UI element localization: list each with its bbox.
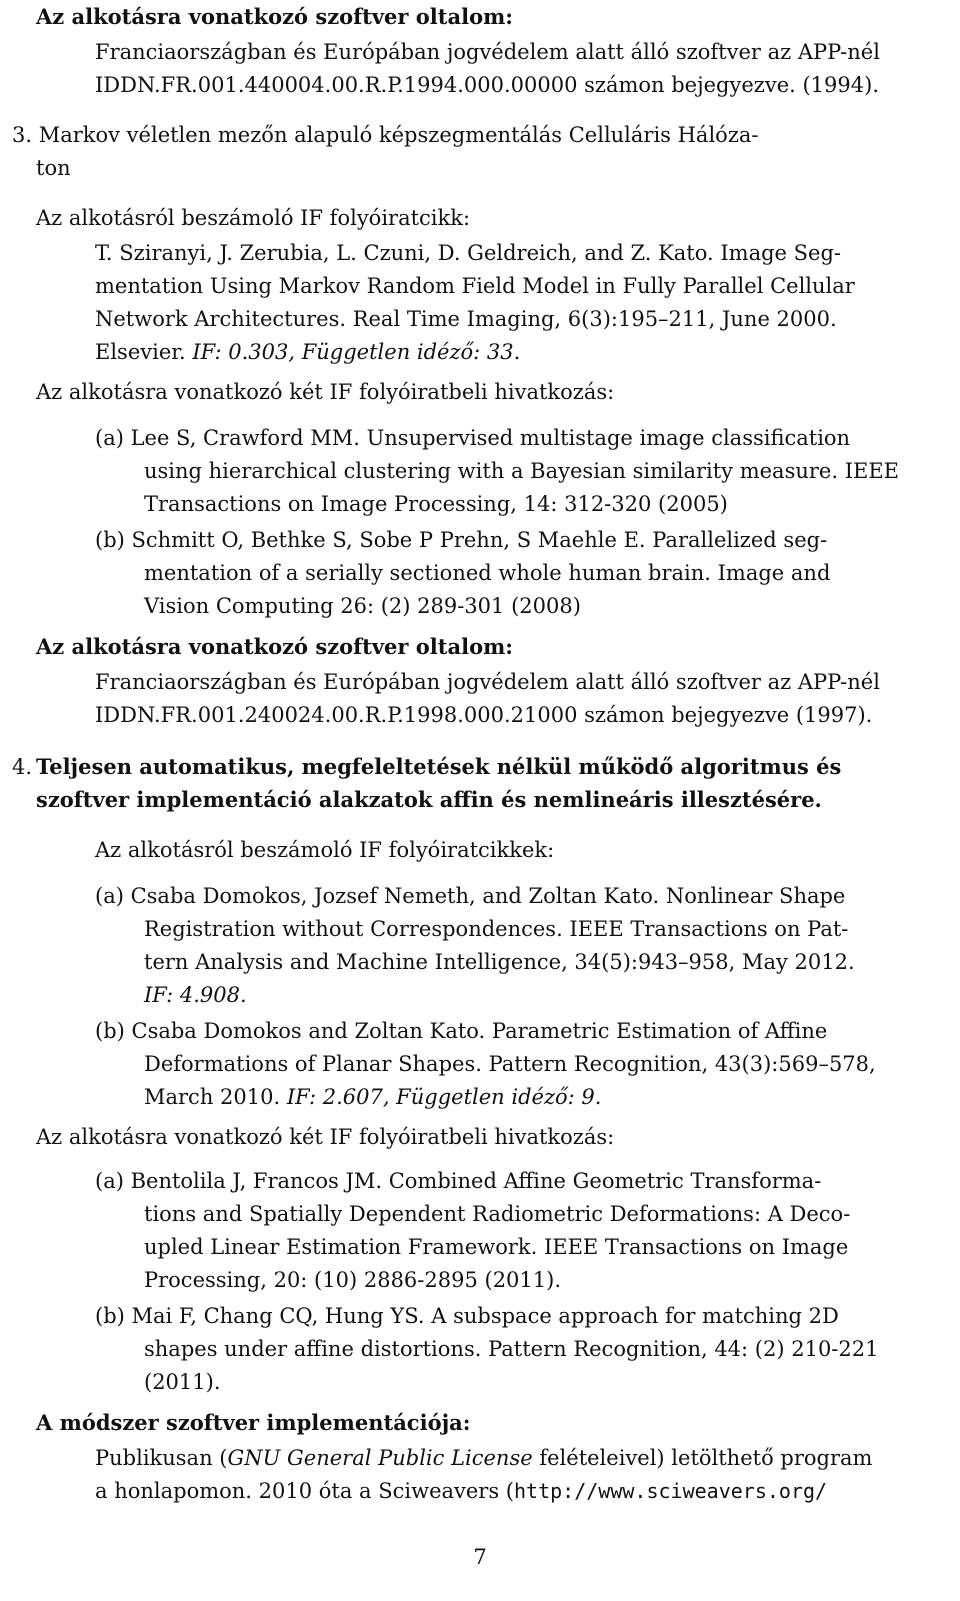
reference-1b-line-2: mentation of a serially sectioned whole human brain. Image and (144, 561, 831, 585)
item-3-title-line-1: 3. Markov véletlen mezőn alapuló képszegmentálás Celluláris Hálóza- (12, 123, 759, 147)
item-3-title-line-2: ton (36, 156, 71, 180)
reference-2a-line-3: upled Linear Estimation Framework. IEEE Transactions on Image (144, 1235, 849, 1259)
reference-2a-line-2: tions and Spatially Dependent Radiometric Deformations: A Deco- (144, 1202, 851, 1226)
reference-1b-line-1: (b) Schmitt O, Bethke S, Sobe P Prehn, S Maehle E. Parallelized seg- (95, 528, 828, 552)
reference-2a-line-1: (a) Bentolila J, Francos JM. Combined Affine Geometric Transforma- (95, 1169, 822, 1193)
software-protection-1-line-2: IDDN.FR.001.440004.00.R.P.1994.000.00000 számon bejegyezve. (1994). (95, 73, 879, 97)
article-1-line-1: T. Sziranyi, J. Zerubia, L. Czuni, D. Geldreich, and Z. Kato. Image Seg- (95, 241, 842, 265)
article-2a-impact: IF: 4.908. (144, 983, 247, 1007)
implementation-line-2 (95, 1476, 827, 1506)
article-2b-date: March 2010. (144, 1085, 281, 1109)
reference-1a-line-2: using hierarchical clustering with a Bayesian similarity measure. IEEE (144, 459, 899, 483)
heading-software-protection-2: Az alkotásra vonatkozó szoftver oltalom: (36, 634, 514, 659)
reference-1a-line-3: Transactions on Image Processing, 14: 312-320 (2005) (144, 492, 728, 516)
software-protection-2-line-2: IDDN.FR.001.240024.00.R.P.1998.000.21000 számon bejegyezve (1997). (95, 703, 873, 727)
gpl-license: GNU General Public License (227, 1446, 533, 1470)
implementation-text-3: a honlapomon. 2010 óta a Sciweavers ( (95, 1479, 514, 1503)
heading-software-implementation: A módszer szoftver implementációja: (36, 1410, 471, 1435)
heading-software-protection-1: Az alkotásra vonatkozó szoftver oltalom: (36, 4, 514, 29)
article-1-line-3: Network Architectures. Real Time Imaging, 6(3):195–211, June 2000. (95, 307, 837, 331)
article-2b-impact: IF: 2.607, Független idéző: 9. (286, 1085, 602, 1109)
heading-if-article: Az alkotásról beszámoló IF folyóiratcikk: (36, 206, 471, 230)
article-2a-line-2: Registration without Correspondences. IEEE Transactions on Pat- (144, 917, 849, 941)
sciweavers-link[interactable]: http://www.sciweavers.org/ (514, 1479, 828, 1503)
heading-if-references-1: Az alkotásra vonatkozó két IF folyóiratbeli hivatkozás: (36, 380, 615, 404)
article-2b-line-3 (144, 1082, 601, 1112)
implementation-text-1: Publikusan ( (95, 1446, 228, 1470)
software-protection-1-line-1: Franciaországban és Európában jogvédelem alatt álló szoftver az APP-nél (95, 40, 880, 64)
item-4-title-line-1: Teljesen automatikus, megfeleltetések nélkül működő algoritmus és (36, 754, 842, 779)
heading-if-articles: Az alkotásról beszámoló IF folyóiratcikkek: (95, 838, 555, 862)
implementation-line-1 (95, 1443, 872, 1473)
page-number: 7 (473, 1545, 487, 1569)
reference-2b-line-2: shapes under affine distortions. Pattern Recognition, 44: (2) 210-221 (144, 1337, 879, 1361)
software-protection-2-line-1: Franciaországban és Európában jogvédelem alatt álló szoftver az APP-nél (95, 670, 880, 694)
heading-if-references-2: Az alkotásra vonatkozó két IF folyóiratbeli hivatkozás: (36, 1125, 615, 1149)
article-2a-line-3: tern Analysis and Machine Intelligence, 34(5):943–958, May 2012. (144, 950, 855, 974)
reference-2b-line-1: (b) Mai F, Chang CQ, Hung YS. A subspace approach for matching 2D (95, 1304, 839, 1328)
reference-2b-line-3: (2011). (144, 1370, 221, 1394)
implementation-text-2: felételeivel) letölthető program (532, 1446, 873, 1470)
reference-2a-line-4: Processing, 20: (10) 2886-2895 (2011). (144, 1268, 562, 1292)
article-1-publisher: Elsevier. (95, 340, 186, 364)
article-2b-line-1: (b) Csaba Domokos and Zoltan Kato. Parametric Estimation of Affine (95, 1019, 828, 1043)
article-2b-line-2: Deformations of Planar Shapes. Pattern Recognition, 43(3):569–578, (144, 1052, 876, 1076)
item-4-number: 4. (12, 755, 33, 779)
article-1-line-4 (95, 337, 520, 367)
reference-1b-line-3: Vision Computing 26: (2) 289-301 (2008) (144, 594, 581, 618)
reference-1a-line-1: (a) Lee S, Crawford MM. Unsupervised multistage image classification (95, 426, 851, 450)
article-1-impact: IF: 0.303, Független idéző: 33. (192, 340, 521, 364)
article-1-line-2: mentation Using Markov Random Field Model in Fully Parallel Cellular (95, 274, 855, 298)
article-2a-line-1: (a) Csaba Domokos, Jozsef Nemeth, and Zoltan Kato. Nonlinear Shape (95, 884, 846, 908)
item-4-title-line-2: szoftver implementáció alakzatok affin és nemlineáris illesztésére. (36, 787, 822, 812)
